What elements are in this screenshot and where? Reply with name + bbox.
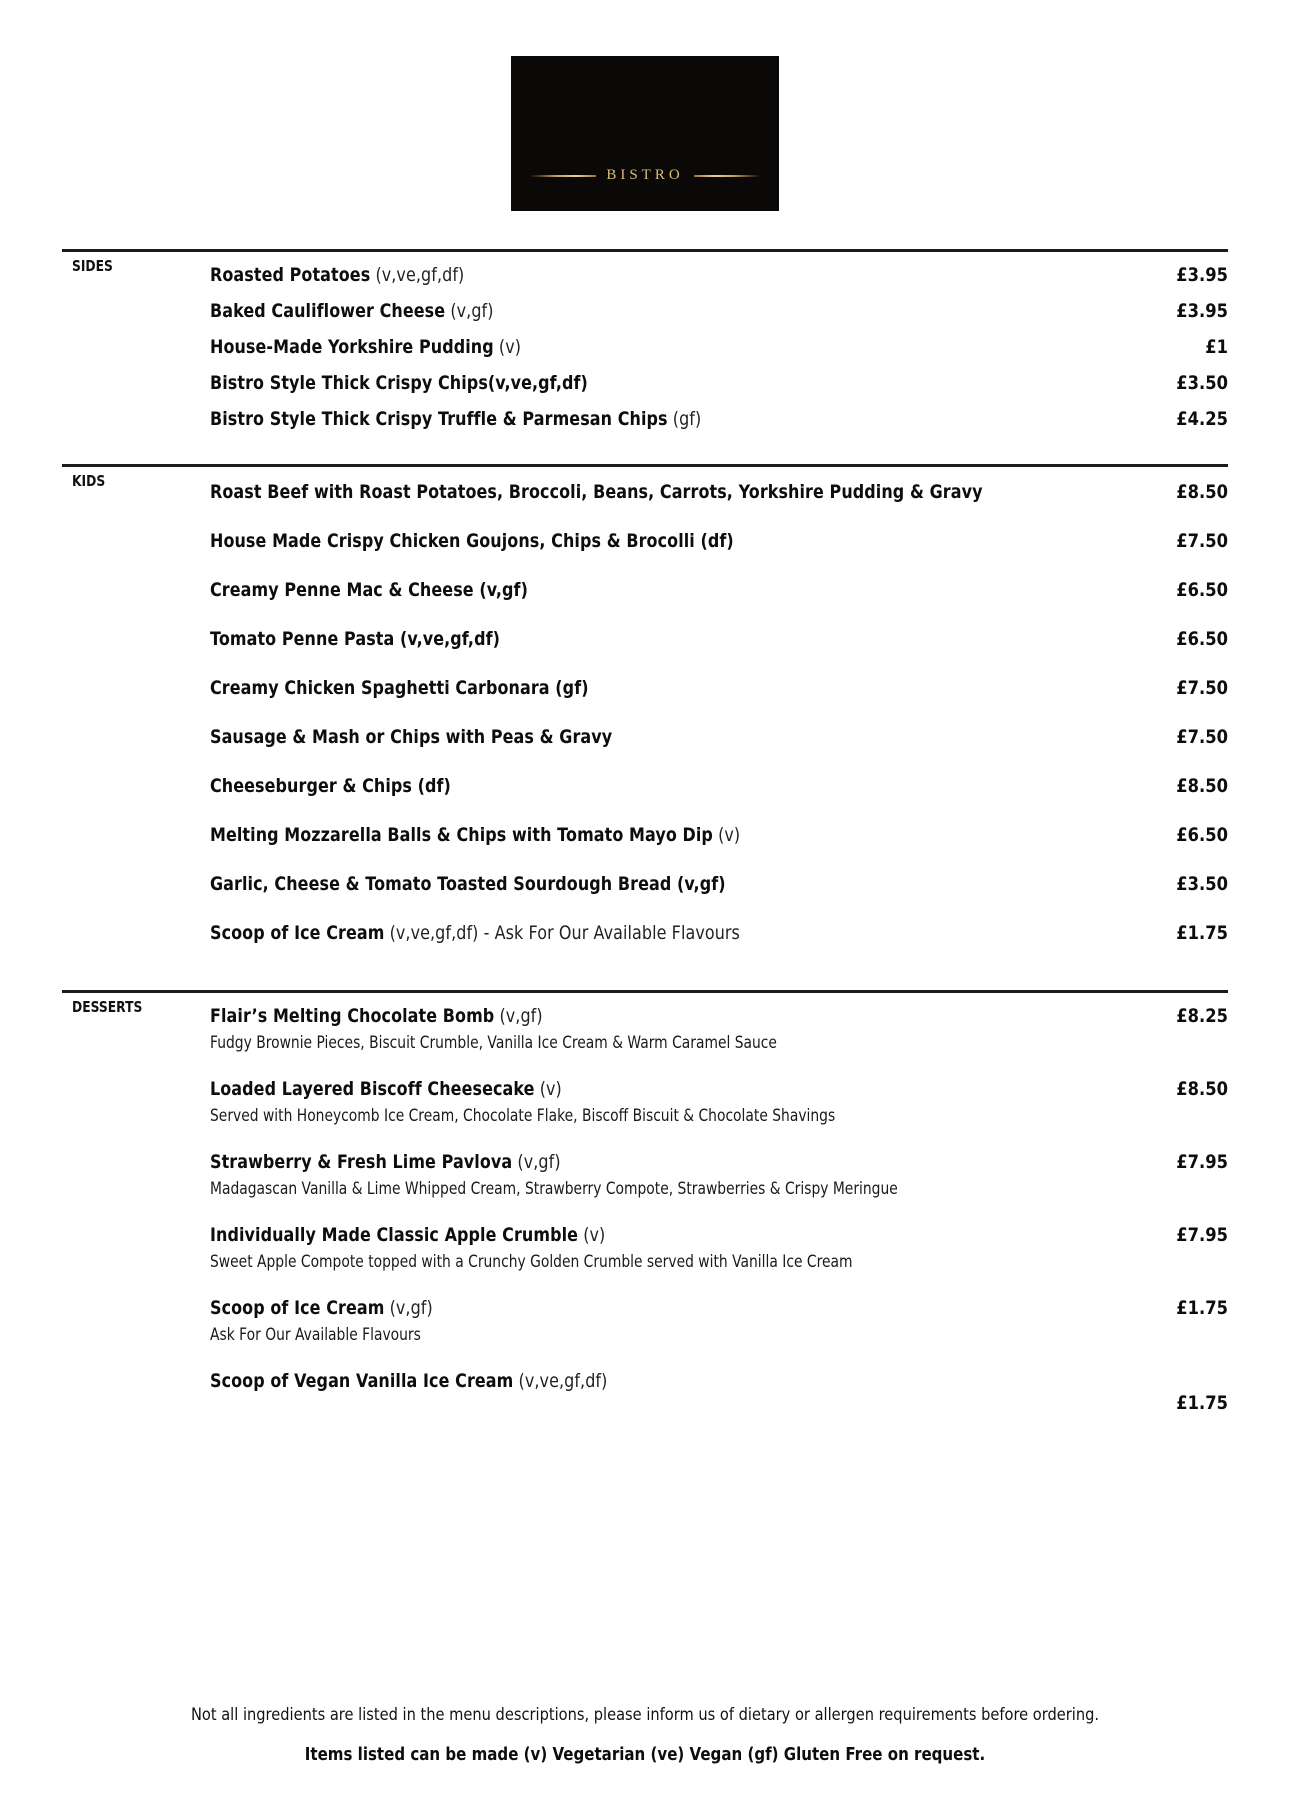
menu-item [210,824,1228,846]
dietary-tag: (gf) [667,408,702,430]
item-price: £8.50 [1176,775,1228,797]
item-name [210,530,734,552]
item-price: £6.50 [1176,579,1228,601]
item-price: £7.95 [1176,1224,1228,1246]
item-price: £8.25 [1176,1005,1228,1027]
item-price: £7.50 [1176,726,1228,748]
item-title: Tomato Penne Pasta [210,628,395,650]
item-price: £8.50 [1176,1078,1228,1100]
item-description: Madagascan Vanilla & Lime Whipped Cream, Strawberry Compote, Strawberries & Crispy Meringue [210,1179,898,1198]
dietary-key-notice: Items listed can be made (v) Vegetarian (ve) Vegan (gf) Gluten Free on request. [304,1745,986,1765]
item-price: £7.95 [1176,1151,1228,1173]
item-description: Ask For Our Available Flavours [210,1325,421,1344]
kids-item-list [62,467,1228,944]
menu-item [210,1370,1228,1414]
item-price: £1.75 [1176,922,1228,944]
item-description: Sweet Apple Compote topped with a Crunchy Golden Crumble served with Vanilla Ice Cream [210,1252,853,1271]
logo-subtitle-row [530,168,760,183]
logo-wordmark: FLAIR [533,84,757,157]
menu-section-kids [62,464,1228,944]
item-name [210,372,588,394]
item-name [210,726,612,748]
menu-section-desserts [62,990,1228,1414]
item-price: £8.50 [1176,481,1228,503]
item-name [210,628,500,650]
item-suffix: - Ask For Our Available Flavours [478,922,740,944]
menu-item [210,775,1228,797]
item-price: £3.50 [1176,873,1228,895]
menu-item [210,922,1228,944]
menu-item [210,1224,1228,1271]
item-title: Sausage & Mash or Chips with Peas & Gravy [210,726,613,748]
menu-item [210,628,1228,650]
menu-item [210,1297,1228,1344]
item-name [210,1297,433,1319]
menu-item [210,1151,1228,1198]
section-title-desserts: DESSERTS [72,998,143,1016]
dietary-tag: (df) [412,775,451,797]
item-name [210,264,464,286]
item-price: £3.95 [1176,264,1228,286]
item-name [210,824,740,846]
section-title-kids: KIDS [72,472,106,490]
flair-bistro-logo [511,56,779,211]
menu-section-sides [62,249,1228,430]
dietary-tag: (v,ve,gf,df) [370,264,465,286]
item-price: £7.50 [1176,530,1228,552]
item-title: Bistro Style Thick Crispy Chips [210,372,488,394]
item-name [210,408,701,430]
allergen-footer [0,1705,1290,1765]
item-title: Individually Made Classic Apple Crumble [210,1224,579,1246]
sides-item-list [62,252,1228,430]
dietary-tag: (v,ve,gf,df) [513,1370,608,1392]
item-title: Melting Mozzarella Balls & Chips with Tomato Mayo Dip [210,824,713,846]
item-title: House Made Crispy Chicken Goujons, Chips & Brocolli [210,530,695,552]
item-description: Fudgy Brownie Pieces, Biscuit Crumble, Vanilla Ice Cream & Warm Caramel Sauce [210,1033,777,1052]
item-title: Scoop of Vegan Vanilla Ice Cream [210,1370,514,1392]
item-name [210,873,726,895]
item-title: Roasted Potatoes [210,264,371,286]
item-title: Scoop of Ice Cream [210,1297,385,1319]
item-name [210,677,589,699]
logo-subtitle: BISTRO [606,167,684,183]
item-title: Creamy Penne Mac & Cheese [210,579,474,601]
item-name [210,922,740,944]
menu-item [210,530,1228,552]
item-title: Baked Cauliflower Cheese [210,300,446,322]
item-price: £6.50 [1176,628,1228,650]
dietary-tag: (v,gf) [671,873,726,895]
menu-item-row [210,1370,1228,1414]
item-title: Bistro Style Thick Crispy Truffle & Parmesan Chips [210,408,668,430]
dietary-tag: (df) [694,530,734,552]
dietary-tag: (v,gf) [494,1005,543,1027]
logo-header [0,0,1290,211]
item-title: Strawberry & Fresh Lime Pavlova [210,1151,513,1173]
item-price: £1 [1205,336,1228,358]
item-price: £6.50 [1176,824,1228,846]
item-title: Cheeseburger & Chips [210,775,413,797]
item-name [210,1370,607,1392]
menu-item-row [210,1151,1228,1173]
item-title: House-Made Yorkshire Pudding [210,336,494,358]
item-name [210,1078,562,1100]
section-title-sides: SIDES [72,257,113,275]
menu-item [210,1005,1228,1052]
item-price: £1.75 [1176,1297,1228,1319]
dietary-tag: (v) [534,1078,562,1100]
item-title: Scoop of Ice Cream [210,922,385,944]
allergen-notice: Not all ingredients are listed in the menu descriptions, please inform us of dietary or allergen requirements before ordering. [190,1705,1100,1725]
menu-item-row [210,1005,1228,1027]
item-price: £7.50 [1176,677,1228,699]
dietary-tag: (v) [712,824,741,846]
menu-item [210,579,1228,601]
dietary-tag: (v,ve,gf,df) [394,628,500,650]
item-name [210,579,528,601]
dietary-tag: (v,ve,gf,df) [384,922,479,944]
menu-item-row [210,1297,1228,1319]
dietary-tag: (v,ve,gf,df) [487,372,588,394]
menu-item [210,481,1228,503]
item-title: Garlic, Cheese & Tomato Toasted Sourdough Bread [210,873,672,895]
menu-body [0,249,1290,1414]
menu-item-row [210,1224,1228,1246]
menu-item [210,677,1228,699]
dietary-tag: (v,gf) [473,579,528,601]
menu-item [210,300,1228,322]
logo-rule-left [530,175,597,177]
dietary-tag: (v) [493,336,522,358]
item-title: Flair’s Melting Chocolate Bomb [210,1005,495,1027]
item-name [210,336,521,358]
item-title: Creamy Chicken Spaghetti Carbonara [210,677,550,699]
menu-item [210,372,1228,394]
item-title: Roast Beef with Roast Potatoes, Broccoli, Beans, Carrots, Yorkshire Pudding & Gravy [210,481,983,503]
dietary-tag: (v,gf) [384,1297,433,1319]
item-name [210,775,451,797]
menu-item [210,726,1228,748]
dietary-tag: (gf) [549,677,589,699]
item-price: £4.25 [1176,408,1228,430]
dietary-tag: (v) [578,1224,606,1246]
item-price: £3.50 [1176,372,1228,394]
item-name [210,1005,543,1027]
item-price: £3.95 [1176,300,1228,322]
menu-item [210,336,1228,358]
menu-item [210,1078,1228,1125]
item-price: £1.75 [1176,1392,1228,1414]
item-name [210,1151,561,1173]
dietary-tag: (v,gf) [512,1151,561,1173]
dietary-tag: (v,gf) [445,300,494,322]
menu-item [210,408,1228,430]
item-title: Loaded Layered Biscoff Cheesecake [210,1078,535,1100]
menu-item [210,264,1228,286]
logo-rule-right [694,175,761,177]
desserts-item-list [62,993,1228,1414]
item-description: Served with Honeycomb Ice Cream, Chocolate Flake, Biscoff Biscuit & Chocolate Shavings [210,1106,836,1125]
item-name [210,300,494,322]
menu-item-row [210,1078,1228,1100]
menu-item [210,873,1228,895]
item-name [210,1224,605,1246]
item-name [210,481,983,503]
